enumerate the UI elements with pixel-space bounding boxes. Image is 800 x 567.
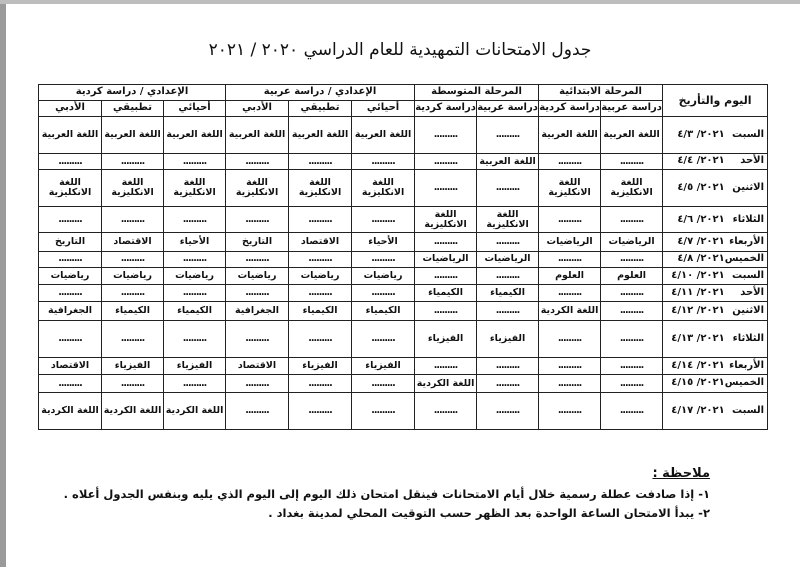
- subject-cell: .........: [226, 321, 289, 358]
- day-date-cell: [663, 170, 768, 207]
- subject-cell: اللغة العربية: [352, 117, 415, 154]
- subject-cell: .........: [164, 207, 226, 233]
- sub-header: أحيائي: [352, 101, 415, 117]
- header-row-subs: [39, 101, 768, 117]
- subject-cell: .........: [352, 392, 415, 429]
- subject-cell: اللغة الانكليزية: [289, 170, 352, 207]
- subject-cell: .........: [102, 154, 164, 170]
- subject-cell: .........: [601, 392, 663, 429]
- document-title: جدول الامتحانات التمهيدية للعام الدراسي ٢٠٢٠ / ٢٠٢١: [208, 40, 592, 60]
- subject-cell: .........: [601, 302, 663, 321]
- subject-cell: .........: [415, 233, 477, 252]
- date-column-header: اليوم والتأريخ: [663, 85, 768, 117]
- subject-cell: .........: [415, 358, 477, 375]
- subject-cell: .........: [226, 285, 289, 302]
- subject-cell: اللغة الانكليزية: [539, 170, 601, 207]
- subject-cell: الفيزياء: [415, 321, 477, 358]
- subject-cell: .........: [164, 154, 226, 170]
- subject-cell: الكيمياء: [477, 285, 539, 302]
- subject-cell: اللغة الكردية: [415, 375, 477, 392]
- subject-cell: .........: [539, 392, 601, 429]
- day-name: السبت: [732, 404, 765, 416]
- subject-cell: .........: [289, 207, 352, 233]
- exam-date: ٢٠٢١/ ٤/٨: [677, 253, 725, 265]
- group-header-intermediate: المرحلة المتوسطة: [415, 85, 539, 101]
- subject-cell: .........: [477, 117, 539, 154]
- day-date-cell: [663, 375, 768, 392]
- day-name: السبت: [732, 128, 765, 140]
- day-date-cell: [663, 321, 768, 358]
- day-name: الأحد: [740, 155, 765, 167]
- subject-cell: .........: [477, 302, 539, 321]
- subject-cell: اللغة الانكليزية: [601, 170, 663, 207]
- subject-cell: اللغة العربية: [539, 117, 601, 154]
- sub-header: دراسة عربية: [601, 101, 663, 117]
- subject-cell: اللغة الكردية: [164, 392, 226, 429]
- subject-cell: .........: [226, 207, 289, 233]
- subject-cell: .........: [39, 375, 102, 392]
- subject-cell: .........: [164, 285, 226, 302]
- exam-schedule-table: [38, 84, 768, 430]
- subject-cell: .........: [352, 375, 415, 392]
- subject-cell: اللغة الكردية: [102, 392, 164, 429]
- subject-cell: اللغة العربية: [102, 117, 164, 154]
- note-line-1: ١- إذا صادفت عطلة رسمية خلال أيام الامتحانات فينقل امتحان ذلك اليوم إلى اليوم الذي يليه وبنفس الجدول أعلاه .: [63, 487, 710, 501]
- subject-cell: .........: [539, 321, 601, 358]
- subject-cell: رياضيات: [164, 267, 226, 284]
- table-row: [39, 251, 768, 267]
- group-header-primary: المرحلة الابتدائية: [539, 85, 663, 101]
- subject-cell: .........: [164, 321, 226, 358]
- subject-cell: اللغة العربية: [226, 117, 289, 154]
- subject-cell: .........: [289, 154, 352, 170]
- subject-cell: .........: [477, 233, 539, 252]
- subject-cell: الفيزياء: [102, 358, 164, 375]
- day-date-cell: [663, 285, 768, 302]
- sub-header: تطبيقي: [102, 101, 164, 117]
- subject-cell: .........: [477, 375, 539, 392]
- subject-cell: .........: [164, 251, 226, 267]
- subject-cell: .........: [601, 251, 663, 267]
- exam-date: ٢٠٢١/ ٤/١٠: [671, 269, 725, 281]
- subject-cell: .........: [226, 154, 289, 170]
- table-row: [39, 302, 768, 321]
- subject-cell: .........: [415, 117, 477, 154]
- subject-cell: العلوم: [601, 267, 663, 284]
- subject-cell: .........: [39, 207, 102, 233]
- subject-cell: رياضيات: [39, 267, 102, 284]
- subject-cell: .........: [226, 392, 289, 429]
- exam-date: ٢٠٢١/ ٤/١٢: [671, 304, 725, 316]
- subject-cell: اللغة الانكليزية: [477, 207, 539, 233]
- sub-header: دراسة كردية: [539, 101, 601, 117]
- subject-cell: الفيزياء: [477, 321, 539, 358]
- scan-edge-top: [0, 0, 800, 4]
- group-header-prep-kurdish: الإعدادي / دراسة كردية: [39, 85, 226, 101]
- table-row: [39, 267, 768, 284]
- table-row: [39, 375, 768, 392]
- subject-cell: .........: [539, 285, 601, 302]
- sub-header: أحيائي: [164, 101, 226, 117]
- subject-cell: .........: [415, 302, 477, 321]
- subject-cell: .........: [539, 375, 601, 392]
- subject-cell: اللغة الانكليزية: [415, 207, 477, 233]
- subject-cell: .........: [477, 267, 539, 284]
- subject-cell: اللغة العربية: [289, 117, 352, 154]
- subject-cell: اللغة العربية: [39, 117, 102, 154]
- subject-cell: اللغة الانكليزية: [39, 170, 102, 207]
- subject-cell: الأحياء: [164, 233, 226, 252]
- day-date-cell: [663, 233, 768, 252]
- subject-cell: الجغرافية: [226, 302, 289, 321]
- table-row: [39, 392, 768, 429]
- subject-cell: اللغة الكردية: [539, 302, 601, 321]
- day-date-cell: [663, 154, 768, 170]
- day-name: الأربعاء: [729, 360, 765, 372]
- subject-cell: الكيمياء: [164, 302, 226, 321]
- subject-cell: .........: [477, 392, 539, 429]
- subject-cell: .........: [601, 358, 663, 375]
- subject-cell: .........: [102, 375, 164, 392]
- table-row: [39, 117, 768, 154]
- subject-cell: اللغة العربية: [164, 117, 226, 154]
- subject-cell: الرياضيات: [539, 233, 601, 252]
- day-name: السبت: [732, 269, 765, 281]
- subject-cell: الفيزياء: [164, 358, 226, 375]
- subject-cell: .........: [289, 375, 352, 392]
- day-date-cell: [663, 117, 768, 154]
- subject-cell: .........: [352, 207, 415, 233]
- sub-header: الأدبي: [226, 101, 289, 117]
- subject-cell: .........: [164, 375, 226, 392]
- exam-date: ٢٠٢١/ ٤/١٤: [671, 360, 725, 372]
- subject-cell: .........: [226, 251, 289, 267]
- subject-cell: .........: [289, 392, 352, 429]
- subject-cell: .........: [289, 285, 352, 302]
- day-name: الثلاثاء: [732, 213, 765, 225]
- subject-cell: .........: [352, 285, 415, 302]
- subject-cell: .........: [539, 154, 601, 170]
- table-row: [39, 358, 768, 375]
- subject-cell: اللغة الانكليزية: [226, 170, 289, 207]
- subject-cell: .........: [352, 321, 415, 358]
- subject-cell: .........: [352, 251, 415, 267]
- subject-cell: اللغة الانكليزية: [102, 170, 164, 207]
- note-line-2: ٢- يبدأ الامتحان الساعة الواحدة بعد الظهر حسب التوقيت المحلي لمدينة بغداد .: [268, 506, 710, 520]
- day-date-cell: [663, 267, 768, 284]
- subject-cell: .........: [102, 285, 164, 302]
- subject-cell: .........: [477, 358, 539, 375]
- table-row: [39, 285, 768, 302]
- day-name: الخميس: [724, 253, 765, 265]
- subject-cell: الفيزياء: [289, 358, 352, 375]
- subject-cell: .........: [289, 251, 352, 267]
- subject-cell: الرياضيات: [601, 233, 663, 252]
- header-row-groups: [39, 85, 768, 101]
- subject-cell: اللغة الانكليزية: [352, 170, 415, 207]
- subject-cell: .........: [102, 321, 164, 358]
- exam-date: ٢٠٢١/ ٤/٤: [677, 155, 725, 167]
- subject-cell: .........: [226, 375, 289, 392]
- subject-cell: .........: [539, 207, 601, 233]
- subject-cell: .........: [601, 207, 663, 233]
- subject-cell: الكيمياء: [415, 285, 477, 302]
- notes-section: [64, 466, 710, 525]
- subject-cell: الأحياء: [352, 233, 415, 252]
- subject-cell: .........: [601, 154, 663, 170]
- subject-cell: .........: [39, 321, 102, 358]
- subject-cell: .........: [539, 358, 601, 375]
- subject-cell: .........: [415, 392, 477, 429]
- sub-header: دراسة كردية: [415, 101, 477, 117]
- schedule-body: [39, 117, 768, 430]
- subject-cell: الاقتصاد: [226, 358, 289, 375]
- table-row: [39, 233, 768, 252]
- subject-cell: .........: [601, 321, 663, 358]
- subject-cell: .........: [102, 251, 164, 267]
- table-row: [39, 154, 768, 170]
- subject-cell: .........: [39, 251, 102, 267]
- subject-cell: اللغة الانكليزية: [164, 170, 226, 207]
- day-date-cell: [663, 358, 768, 375]
- subject-cell: الرياضيات: [415, 251, 477, 267]
- subject-cell: الكيمياء: [102, 302, 164, 321]
- exam-date: ٢٠٢١/ ٤/١٣: [671, 332, 725, 344]
- subject-cell: العلوم: [539, 267, 601, 284]
- subject-cell: رياضيات: [352, 267, 415, 284]
- day-name: الأحد: [740, 287, 765, 299]
- subject-cell: .........: [539, 251, 601, 267]
- subject-cell: اللغة العربية: [477, 154, 539, 170]
- day-name: الخميس: [724, 377, 765, 389]
- subject-cell: الاقتصاد: [39, 358, 102, 375]
- exam-date: ٢٠٢١/ ٤/٣: [677, 128, 725, 140]
- subject-cell: .........: [39, 154, 102, 170]
- sub-header: تطبيقي: [289, 101, 352, 117]
- subject-cell: الفيزياء: [352, 358, 415, 375]
- subject-cell: الكيمياء: [352, 302, 415, 321]
- day-name: الاثنين: [732, 181, 765, 193]
- exam-date: ٢٠٢١/ ٤/٧: [677, 235, 725, 247]
- subject-cell: .........: [352, 154, 415, 170]
- scan-edge-left: [0, 0, 6, 567]
- table-row: [39, 170, 768, 207]
- subject-cell: .........: [39, 285, 102, 302]
- exam-date: ٢٠٢١/ ٤/١٧: [671, 404, 725, 416]
- subject-cell: .........: [601, 285, 663, 302]
- table-row: [39, 321, 768, 358]
- subject-cell: .........: [415, 154, 477, 170]
- day-name: الثلاثاء: [732, 332, 765, 344]
- subject-cell: .........: [415, 267, 477, 284]
- subject-cell: .........: [102, 207, 164, 233]
- exam-date: ٢٠٢١/ ٤/٦: [677, 213, 725, 225]
- subject-cell: .........: [477, 170, 539, 207]
- subject-cell: رياضيات: [102, 267, 164, 284]
- subject-cell: الكيمياء: [289, 302, 352, 321]
- day-date-cell: [663, 302, 768, 321]
- subject-cell: التاريخ: [226, 233, 289, 252]
- subject-cell: .........: [601, 375, 663, 392]
- subject-cell: رياضيات: [289, 267, 352, 284]
- day-name: الاثنين: [732, 304, 765, 316]
- subject-cell: .........: [289, 321, 352, 358]
- exam-date: ٢٠٢١/ ٤/١٥: [671, 377, 725, 389]
- day-date-cell: [663, 392, 768, 429]
- subject-cell: .........: [415, 170, 477, 207]
- day-date-cell: [663, 207, 768, 233]
- subject-cell: الاقتصاد: [102, 233, 164, 252]
- exam-date: ٢٠٢١/ ٤/٥: [677, 181, 725, 193]
- subject-cell: اللغة الكردية: [39, 392, 102, 429]
- subject-cell: الجغرافية: [39, 302, 102, 321]
- subject-cell: التاريخ: [39, 233, 102, 252]
- subject-cell: اللغة العربية: [601, 117, 663, 154]
- day-name: الأربعاء: [729, 235, 765, 247]
- notes-title: ملاحظة :: [652, 466, 710, 481]
- sub-header: دراسة عربية: [477, 101, 539, 117]
- day-date-cell: [663, 251, 768, 267]
- subject-cell: الاقتصاد: [289, 233, 352, 252]
- group-header-prep-arabic: الإعدادي / دراسة عربية: [226, 85, 415, 101]
- sub-header: الأدبي: [39, 101, 102, 117]
- subject-cell: رياضيات: [226, 267, 289, 284]
- exam-date: ٢٠٢١/ ٤/١١: [671, 287, 725, 299]
- table-row: [39, 207, 768, 233]
- subject-cell: الرياضيات: [477, 251, 539, 267]
